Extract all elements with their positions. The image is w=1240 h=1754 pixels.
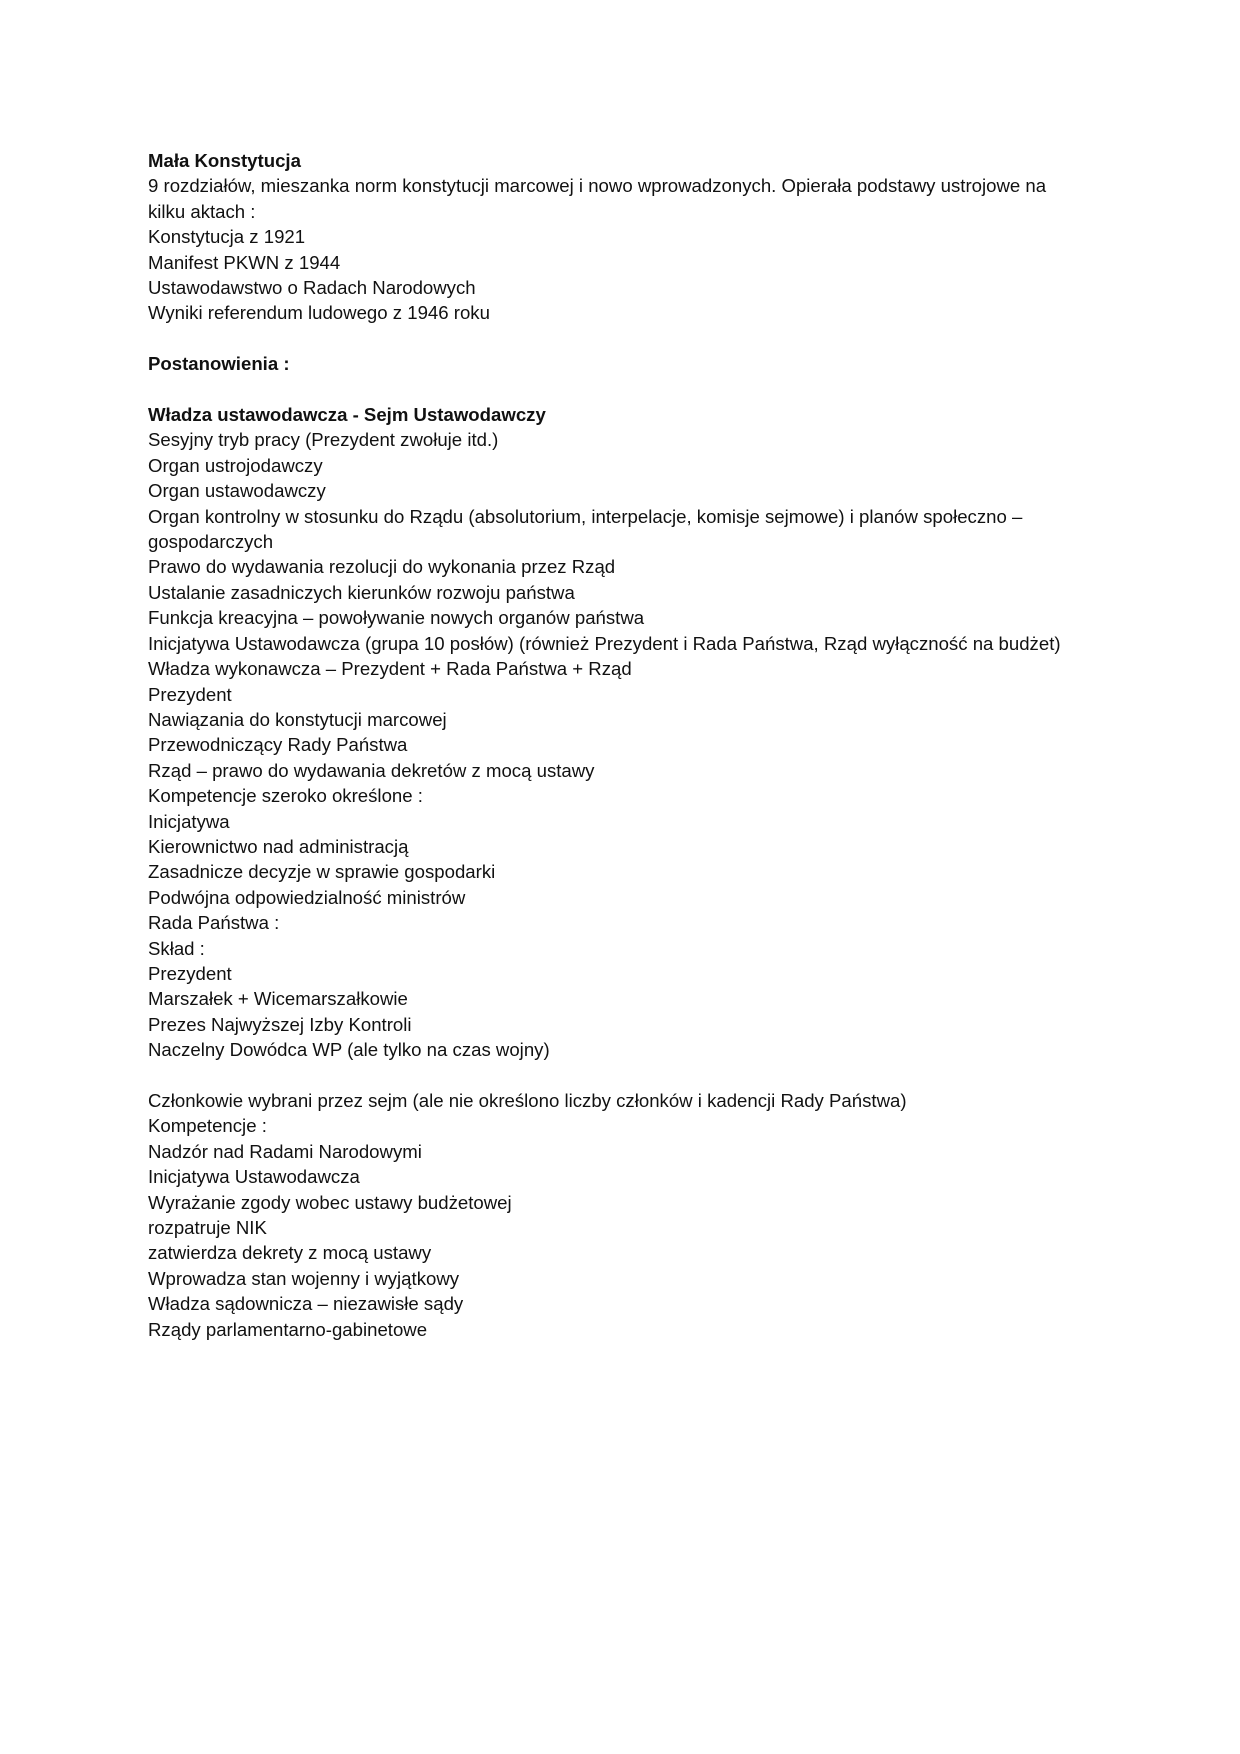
text-line: Wprowadza stan wojenny i wyjątkowy xyxy=(148,1267,460,1289)
text-line: Członkowie wybrani przez sejm (ale nie określono liczby członków i kadencji Rady Państwa) xyxy=(148,1089,907,1111)
act-item: Manifest PKWN z 1944 xyxy=(148,251,341,273)
text-line: Podwójna odpowiedzialność ministrów xyxy=(148,886,466,908)
text-line: Przewodniczący Rady Państwa xyxy=(148,734,408,756)
blank-line xyxy=(148,326,1088,351)
document-title: Mała Konstytucja xyxy=(148,150,301,171)
act-item: Ustawodawstwo o Radach Narodowych xyxy=(148,277,476,299)
text-line: Kompetencje szeroko określone : xyxy=(148,785,423,807)
text-line: Sesyjny tryb pracy (Prezydent zwołuje itd.) xyxy=(148,429,499,451)
text-line: Marszałek + Wicemarszałkowie xyxy=(148,988,408,1010)
text-line: zatwierdza dekrety z mocą ustawy xyxy=(148,1242,432,1264)
text-line: Organ kontrolny w stosunku do Rządu (absolutorium, interpelacje, komisje sejmowe) i planów społeczno – gospodarczych xyxy=(148,505,1023,553)
text-line: Kompetencje : xyxy=(148,1115,267,1137)
document-body xyxy=(148,148,1088,1342)
act-item: Konstytucja z 1921 xyxy=(148,226,306,248)
text-line: Nadzór nad Radami Narodowymi xyxy=(148,1140,422,1162)
text-line: Organ ustawodawczy xyxy=(148,480,326,502)
text-line: Prezydent xyxy=(148,962,232,984)
text-line: Ustalanie zasadniczych kierunków rozwoju państwa xyxy=(148,581,575,603)
text-line: Prezes Najwyższej Izby Kontroli xyxy=(148,1013,412,1035)
text-line: Inicjatywa Ustawodawcza xyxy=(148,1166,360,1188)
text-line: Prezydent xyxy=(148,683,232,705)
legislative-heading: Władza ustawodawcza - Sejm Ustawodawczy xyxy=(148,404,546,426)
text-line: Inicjatywa xyxy=(148,810,230,832)
act-item: Wyniki referendum ludowego z 1946 roku xyxy=(148,302,490,324)
text-line: Rząd – prawo do wydawania dekretów z mocą ustawy xyxy=(148,759,595,781)
text-line: Naczelny Dowódca WP (ale tylko na czas wojny) xyxy=(148,1039,550,1061)
provisions-heading: Postanowienia : xyxy=(148,353,290,375)
text-line: Władza sądownicza – niezawisłe sądy xyxy=(148,1293,464,1315)
text-line: rozpatruje NIK xyxy=(148,1217,267,1239)
text-line: Skład : xyxy=(148,937,205,959)
text-line: Organ ustrojodawczy xyxy=(148,454,323,476)
text-line: Funkcja kreacyjna – powoływanie nowych organów państwa xyxy=(148,607,645,629)
text-line: Rada Państwa : xyxy=(148,912,280,934)
text-line: Rządy parlamentarno-gabinetowe xyxy=(148,1318,428,1340)
text-line: Zasadnicze decyzje w sprawie gospodarki xyxy=(148,861,496,883)
text-line: Nawiązania do konstytucji marcowej xyxy=(148,708,447,730)
text-line: Kierownictwo nad administracją xyxy=(148,835,409,857)
blank-line xyxy=(148,1063,1088,1088)
text-line: Wyrażanie zgody wobec ustawy budżetowej xyxy=(148,1191,512,1213)
text-line: Prawo do wydawania rezolucji do wykonania przez Rząd xyxy=(148,556,616,578)
blank-line xyxy=(148,377,1088,402)
text-line: Władza wykonawcza – Prezydent + Rada Państwa + Rząd xyxy=(148,658,632,680)
text-line: Inicjatywa Ustawodawcza (grupa 10 posłów) (również Prezydent i Rada Państwa, Rząd wyłączność na budżet) xyxy=(148,632,1061,654)
intro-paragraph: 9 rozdziałów, mieszanka norm konstytucji marcowej i nowo wprowadzonych. Opierała podstawy ustrojowe na kilku aktach : xyxy=(148,175,1047,222)
